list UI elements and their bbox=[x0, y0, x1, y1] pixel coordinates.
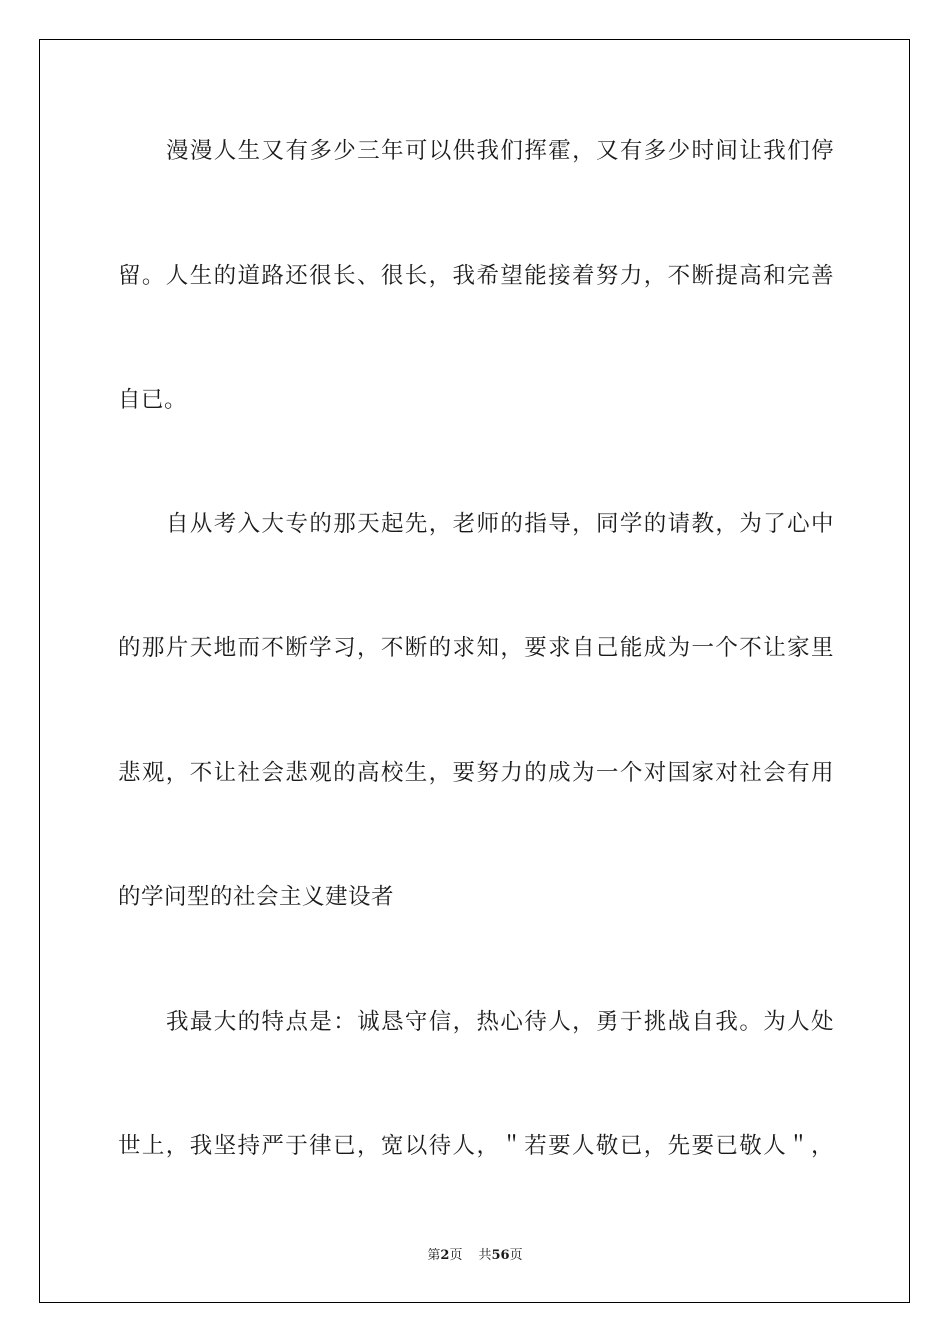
paragraph-2-line-2: 的那片天地而不断学习，不断的求知，要求自己能成为一个不让家里 bbox=[118, 635, 834, 661]
paragraph-2-line-1: 自从考入大专的那天起先，老师的指导，同学的请教，为了心中 bbox=[166, 511, 834, 537]
paragraph-1-line-2: 留。人生的道路还很长、很长，我希望能接着努力，不断提高和完善 bbox=[118, 263, 834, 289]
total-page-count: 56 bbox=[491, 1248, 510, 1263]
page-border bbox=[39, 39, 910, 1303]
paragraph-1-line-3: 自已。 bbox=[118, 387, 188, 413]
paragraph-2-line-4: 的学问型的社会主义建设者 bbox=[118, 884, 395, 910]
total-prefix: 共 bbox=[478, 1248, 492, 1263]
current-page-number: 2 bbox=[440, 1248, 450, 1263]
paragraph-3-line-2: 世上，我坚持严于律已，宽以待人，＂若要人敬已，先要已敬人＂， bbox=[118, 1133, 834, 1159]
page-footer bbox=[0, 1247, 950, 1265]
page-suffix: 页 bbox=[449, 1248, 463, 1263]
total-suffix: 页 bbox=[509, 1248, 523, 1263]
paragraph-2-line-3: 悲观，不让社会悲观的高校生，要努力的成为一个对国家对社会有用 bbox=[118, 760, 834, 786]
paragraph-1-line-1: 漫漫人生又有多少三年可以供我们挥霍，又有多少时间让我们停 bbox=[166, 138, 834, 164]
paragraph-3-line-1: 我最大的特点是：诚恳守信，热心待人，勇于挑战自我。为人处 bbox=[166, 1009, 834, 1035]
page-prefix: 第 bbox=[427, 1248, 441, 1263]
